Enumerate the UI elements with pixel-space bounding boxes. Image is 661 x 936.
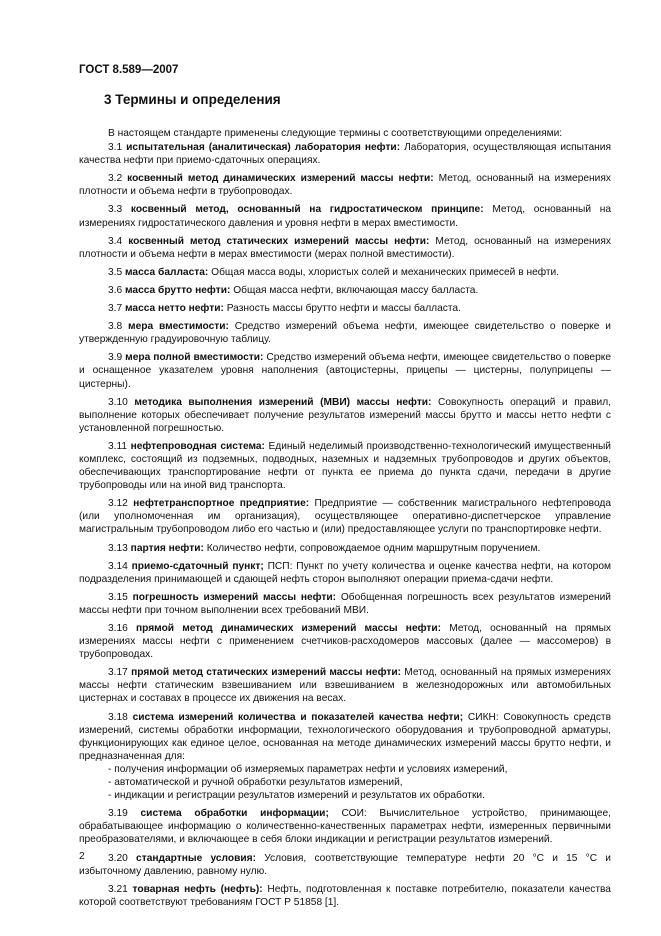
term-definition: СОИ: Вычислительное устройство, принимающее, обрабатывающее информацию о количественно-качественных параметрах нефти, измеренных первичными преобразователями, и включающее в себя блоки индикации и регистрации результатов измерений. — [79, 808, 611, 846]
term-3-15 — [79, 591, 611, 617]
section-title: 3 Термины и определения — [104, 92, 281, 107]
term-title: прямой метод статических измерений массы нефти: — [131, 667, 401, 679]
term-title: масса нетто нефти: — [125, 303, 224, 315]
term-number: 3.13 — [108, 542, 128, 554]
term-3-7 — [79, 302, 611, 315]
term-3-21 — [79, 883, 611, 909]
term-title: мера полной вместимости: — [125, 352, 264, 364]
term-title: методика выполнения измерений (МВИ) массы нефти: — [134, 396, 432, 408]
term-3-4 — [79, 235, 611, 261]
term-definition: СИКН: Совокупность средств измерений, системы обработки информации, технологического оборудования и трубопроводной арматуры, функционирующих как единое целое, основанная на методе динамических измерений массы брутто нефти, и предназначенная для: — [79, 711, 611, 762]
term-number: 3.18 — [108, 711, 128, 723]
term-number: 3.3 — [108, 204, 123, 216]
term-definition: Метод, основанный на прямых измерениях массы нефти с применением счетчиков-расходомеров массовых (далее — массомеров) в трубопроводах. — [79, 623, 611, 661]
term-number: 3.4 — [108, 235, 123, 247]
term-number: 3.7 — [108, 303, 123, 315]
term-3-16 — [79, 622, 611, 661]
term-definition: Нефть, подготовленная к поставке потребителю, показатели качества которой соответствуют требованиям ГОСТ Р 51858 [1]. — [79, 883, 611, 908]
term-definition: Лаборатория, осуществляющая испытания качества нефти при приемо-сдаточных операциях. — [79, 142, 612, 167]
term-3-5 — [79, 266, 611, 279]
term-number: 3.21 — [108, 883, 128, 895]
term-title: масса балласта: — [125, 266, 209, 278]
term-definition: Совокупность операций и правил, выполнение которых обеспечивает получение результатов измерений массы брутто и массы нетто нефти с установленной погрешностью. — [79, 396, 611, 434]
term-title: система измерений количества и показателей качества нефти; — [132, 711, 464, 723]
term-3-13 — [79, 542, 611, 555]
term-3-1 — [79, 141, 611, 167]
term-number: 3.16 — [108, 623, 128, 634]
term-number: 3.8 — [108, 321, 123, 333]
term-definition: Общая масса воды, хлористых солей и механических примесей в нефти. — [211, 266, 560, 278]
term-number: 3.5 — [108, 266, 123, 278]
term-definition: Метод, основанный на измерениях плотности и объема нефти в трубопроводах. — [79, 173, 611, 198]
term-title: косвенный метод, основанный на гидростатическом принципе: — [130, 204, 484, 216]
intro-paragraph: В настоящем стандарте применены следующие термины с соответствующими определениями: — [108, 128, 563, 139]
term-3-20 — [79, 852, 611, 878]
body-text — [79, 127, 611, 914]
term-number: 3.9 — [108, 352, 123, 364]
term-title: товарная нефть (нефть): — [132, 883, 263, 895]
term-title: испытательная (аналитическая) лаборатория нефти: — [126, 142, 401, 154]
term-title: система обработки информации; — [140, 808, 329, 820]
term-number: 3.15 — [108, 591, 128, 603]
term-3-14 — [79, 560, 611, 586]
term-number: 3.19 — [108, 808, 128, 820]
term-title: косвенный метод динамических измерений массы нефти: — [127, 173, 434, 185]
term-title: нефтепроводная система: — [130, 440, 265, 452]
term-definition: Разность массы брутто нефти и массы балласта. — [226, 303, 461, 315]
term-number: 3.1 — [108, 142, 123, 154]
term-definition: Общая масса нефти, включающая массу балласта. — [233, 284, 479, 296]
term-title: приемо-сдаточный пункт; — [131, 560, 264, 572]
term-title: мера вместимости: — [128, 321, 229, 333]
term-definition: Метод, основанный на прямых измерениях массы нефти статическим взвешиванием или взвешиванием в железнодорожных или автомобильных цистернах и составах в процессе их движения на весах. — [79, 667, 611, 705]
term-3-11 — [79, 440, 611, 492]
term-definition: Предприятие — собственник магистрального нефтепровода (или уполномоченная им организация), осуществляющее оперативно-диспетчерское управление магистральным трубопроводом либо его частью и (или) предоставляющее услуги по транспортировке нефти. — [79, 498, 612, 536]
term-3-2 — [79, 172, 611, 198]
term-3-10 — [79, 396, 611, 435]
term-3-6 — [79, 284, 611, 297]
list-item: - автоматической и ручной обработки результатов измерений, — [108, 777, 403, 789]
bullet-list-3-18 — [79, 763, 611, 802]
term-title: нефтетранспортное предприятие: — [133, 498, 310, 510]
term-number: 3.12 — [108, 498, 128, 510]
term-title: масса брутто нефти: — [125, 284, 231, 296]
term-number: 3.10 — [108, 396, 128, 408]
page-header: ГОСТ 8.589—2007 — [79, 64, 179, 76]
term-3-9 — [79, 351, 611, 390]
term-definition: Средство измерений объема нефти, имеющее свидетельство о поверке и утвержденную градуировочную таблицу. — [79, 321, 611, 346]
term-definition: Обобщенная погрешность всех результатов измерений массы нефти при точном выполнении всех требований МВИ. — [79, 591, 611, 616]
term-3-12 — [79, 497, 611, 536]
term-number: 3.17 — [108, 667, 128, 679]
term-3-18 — [79, 711, 611, 763]
term-title: партия нефти: — [130, 542, 204, 554]
term-title: погрешность измерений массы нефти: — [132, 591, 337, 603]
term-number: 3.6 — [108, 284, 123, 296]
term-number: 3.20 — [108, 852, 128, 864]
list-item: - получения информации об измеряемых параметрах нефти и условиях измерений, — [108, 763, 508, 775]
term-3-8 — [79, 320, 611, 346]
term-definition: ПСП: Пункт по учету количества и оценке качества нефти, на котором подразделения принимающей и сдающей нефть сторон выполняют операции приема-сдачи нефти. — [79, 560, 611, 585]
term-title: косвенный метод статических измерений массы нефти: — [128, 235, 430, 247]
term-definition: Метод, основанный на измерениях гидростатического давления и уровня нефти в мерах вместимости. — [79, 204, 612, 229]
term-title: стандартные условия: — [136, 852, 256, 864]
term-definition: Средство измерений объема нефти, имеющее свидетельство о поверке и оснащенное указателем уровня наполнения (автоцистерны, прицепы — цистерны, полуприцепы — цистерны). — [79, 352, 611, 390]
term-3-3 — [79, 203, 611, 229]
term-definition: Количество нефти, сопровождаемое одним маршрутным поручением. — [206, 542, 541, 554]
term-definition: Метод, основанный на измерениях плотности и объема нефти в мерах вместимости (мерах полной вместимости). — [79, 235, 611, 260]
term-3-19 — [79, 807, 611, 846]
list-item: - индикации и регистрации результатов измерений и результатов их обработки. — [108, 790, 485, 802]
term-number: 3.11 — [108, 440, 128, 452]
term-definition: Условия, соответствующие температуре нефти 20 °С и 15 °С и избыточному давлению, равному нулю. — [79, 852, 611, 877]
term-definition: Единый неделимый производственно-технологический имущественный комплекс, состоящий из подземных, подводных, наземных и надземных трубопроводов и других объектов, обеспечивающих транспортирование нефти от пункта ее приема до пункта сдачи, передачи в другие трубопроводы или на иной вид транспорта. — [79, 440, 611, 492]
term-3-17 — [79, 666, 611, 705]
term-title: прямой метод динамических измерений массы нефти: — [136, 623, 442, 634]
page-number: 2 — [79, 851, 85, 862]
term-number: 3.14 — [108, 560, 128, 572]
term-number: 3.2 — [108, 173, 123, 185]
